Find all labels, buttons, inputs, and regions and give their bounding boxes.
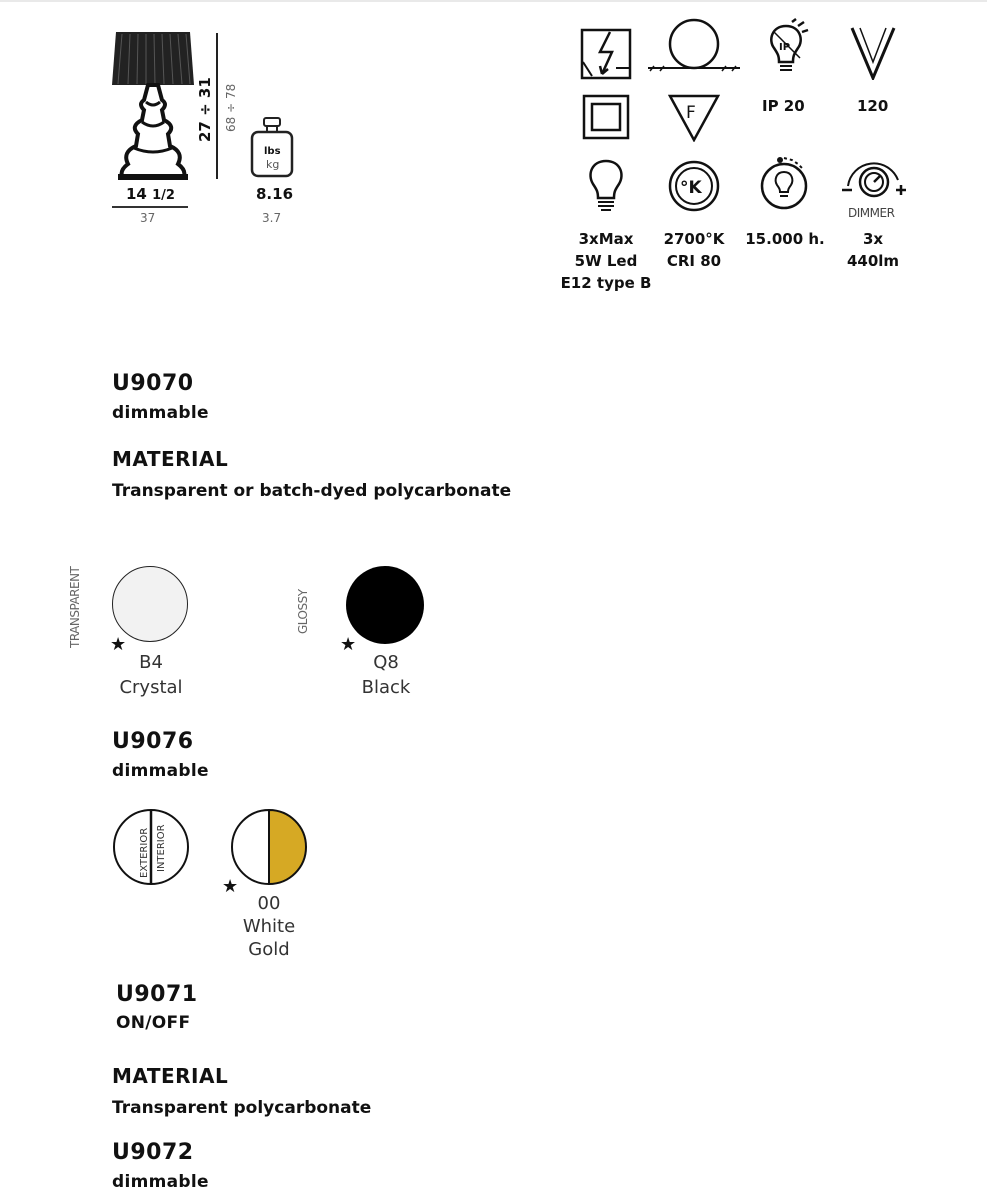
height-cm: 68 ÷ 78 bbox=[224, 83, 238, 132]
width-dimension-line bbox=[112, 206, 188, 208]
product-code: U9072 bbox=[112, 1140, 194, 1165]
bulb-spec-line: E12 type B bbox=[560, 274, 652, 292]
kelvin-spec-line: CRI 80 bbox=[666, 252, 722, 270]
product-code: U9070 bbox=[112, 371, 194, 396]
voltage-value: 120 bbox=[857, 97, 889, 115]
f-icon-text: F bbox=[686, 103, 696, 123]
product-subtitle: dimmable bbox=[112, 1172, 209, 1192]
swatch-code: B4 bbox=[139, 652, 163, 673]
material-description: Transparent polycarbonate bbox=[112, 1098, 372, 1118]
class-one-icon bbox=[580, 28, 632, 80]
swatch-name-line: White bbox=[242, 916, 296, 937]
weight-icon-kg: kg bbox=[266, 158, 280, 171]
lifetime-spec: 15.000 h. bbox=[745, 230, 825, 248]
mounting-surface-icon bbox=[646, 18, 742, 74]
f-mark-icon bbox=[668, 94, 720, 142]
swatch-name: Crystal bbox=[119, 677, 183, 698]
swatch-label-crystal bbox=[110, 650, 192, 700]
swatch-name-line: Gold bbox=[248, 939, 290, 960]
class-two-icon bbox=[582, 94, 630, 140]
kelvin-icon bbox=[668, 160, 720, 212]
product-code: U9076 bbox=[112, 729, 194, 754]
lamp-silhouette-icon bbox=[108, 30, 198, 182]
height-inches: 27 ÷ 31 bbox=[196, 77, 214, 142]
star-icon: ★ bbox=[110, 634, 127, 655]
exterior-interior-legend-icon bbox=[112, 808, 190, 886]
group-label-transparent: TRANSPARENT bbox=[68, 566, 82, 648]
swatch-label-black bbox=[346, 650, 426, 700]
legend-interior: INTERIOR bbox=[156, 824, 167, 872]
width-cm: 37 bbox=[140, 211, 156, 225]
dimmer-label: DIMMER bbox=[848, 206, 895, 220]
weight-icon-lbs: lbs bbox=[264, 146, 281, 157]
lifetime-icon bbox=[756, 156, 812, 212]
product-subtitle: dimmable bbox=[112, 403, 209, 423]
weight-kg: 3.7 bbox=[262, 211, 282, 225]
color-swatch-crystal[interactable] bbox=[112, 566, 188, 642]
ip-bulb-icon bbox=[762, 18, 810, 76]
swatch-label-white-gold bbox=[226, 892, 312, 961]
swatch-code: 00 bbox=[257, 893, 281, 914]
height-dimension-line bbox=[216, 33, 218, 179]
material-title: MATERIAL bbox=[112, 447, 229, 471]
star-icon: ★ bbox=[222, 876, 239, 897]
ip-rating: IP 20 bbox=[762, 97, 805, 115]
star-icon: ★ bbox=[340, 634, 357, 655]
product-subtitle: dimmable bbox=[112, 761, 209, 781]
group-label-glossy: GLOSSY bbox=[296, 589, 310, 634]
ip-icon-text: IP bbox=[779, 42, 791, 53]
product-code: U9071 bbox=[116, 982, 198, 1007]
top-border bbox=[0, 0, 987, 2]
bulb-icon bbox=[584, 158, 628, 214]
swatch-code: Q8 bbox=[373, 652, 399, 673]
bulb-spec bbox=[556, 228, 656, 294]
weight-lbs: 8.16 bbox=[256, 185, 294, 203]
k-icon-text: °K bbox=[680, 178, 702, 198]
lumen-spec-line: 3x bbox=[862, 230, 884, 248]
kelvin-spec bbox=[654, 228, 734, 272]
width-inches: 14 1/2 bbox=[126, 185, 175, 203]
bulb-spec-line: 3xMax bbox=[578, 230, 634, 248]
legend-exterior: EXTERIOR bbox=[139, 827, 150, 878]
swatch-name: Black bbox=[361, 677, 411, 698]
color-swatch-black[interactable] bbox=[346, 566, 424, 644]
lumen-spec bbox=[834, 228, 912, 272]
material-description: Transparent or batch-dyed polycarbonate bbox=[112, 481, 512, 501]
lumen-spec-line: 440lm bbox=[846, 252, 900, 270]
material-title: MATERIAL bbox=[112, 1064, 229, 1088]
voltage-v-icon bbox=[848, 26, 898, 80]
bulb-spec-line: 5W Led bbox=[574, 252, 638, 270]
product-subtitle: ON/OFF bbox=[116, 1013, 191, 1033]
dimmer-icon bbox=[840, 152, 906, 200]
kelvin-spec-line: 2700°K bbox=[663, 230, 725, 248]
color-swatch-white-gold[interactable] bbox=[230, 808, 310, 888]
